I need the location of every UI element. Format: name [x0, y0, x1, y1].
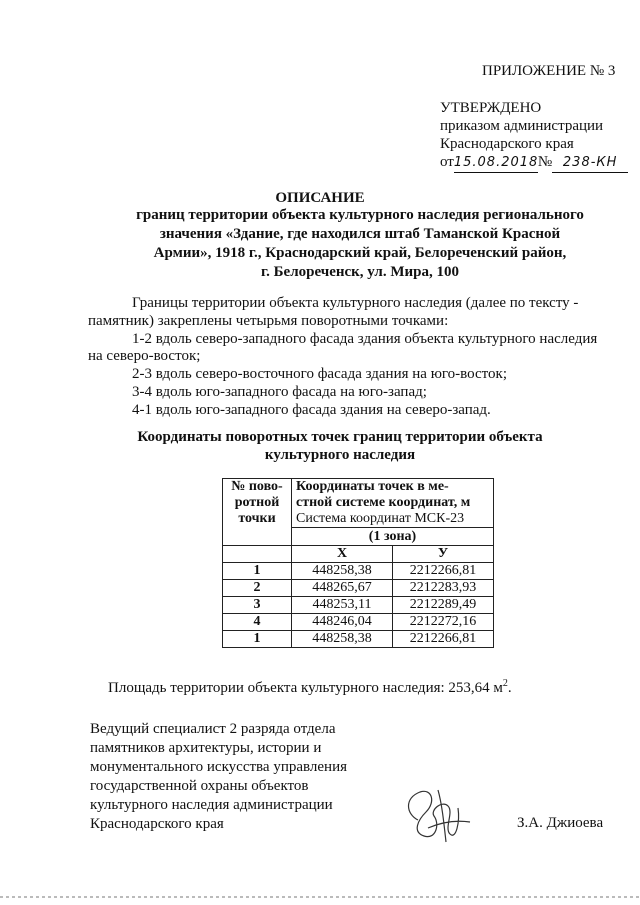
- signer-title-line: культурного наследия администрации: [90, 797, 333, 813]
- description-line: 3-4 вдоль юго-западного фасада на юго-запад;: [132, 383, 427, 400]
- x-value: 448258,38: [292, 563, 393, 580]
- subtitle-line: г. Белореченск, ул. Мира, 100: [261, 264, 459, 280]
- empty-cell: [223, 546, 292, 563]
- y-value: 2212266,81: [393, 563, 494, 580]
- table-xy-row: [223, 546, 494, 563]
- y-header: У: [393, 546, 494, 563]
- coordinates-title: [130, 428, 550, 464]
- coordinates-title-line: Координаты поворотных точек границ территории объекта: [137, 429, 543, 445]
- coordinates-table: [222, 478, 494, 648]
- header-text: стной системе координат, м: [296, 495, 471, 510]
- subtitle-line: Армии», 1918 г., Краснодарский край, Белореченский район,: [153, 245, 567, 261]
- y-value: 2212289,49: [393, 597, 494, 614]
- signer-title-line: государственной охраны объектов: [90, 778, 309, 794]
- handwritten-signature: [398, 784, 478, 846]
- order-date-line: [440, 153, 630, 171]
- header-text: ротной: [234, 495, 280, 510]
- header-text: Координаты точек в ме-: [296, 479, 449, 494]
- subtitle-line: значения «Здание, где находился штаб Таманской Красной: [159, 226, 561, 242]
- approved-label: УТВЕРЖДЕНО: [440, 100, 542, 116]
- header-text: № пово-: [231, 479, 283, 494]
- description-line: 1-2 вдоль северо-западного фасада здания объекта культурного наследия: [132, 330, 598, 347]
- document-subtitle: [110, 206, 610, 282]
- approval-block: [440, 99, 630, 171]
- description-line: 4-1 вдоль юго-западного фасада здания на северо-запад.: [132, 401, 491, 418]
- document-title: ОПИСАНИЕ: [275, 190, 365, 206]
- handwritten-number: 238-КН: [552, 154, 628, 173]
- description-line: памятник) закреплены четырьмя поворотными точками:: [88, 312, 449, 329]
- point-number: 4: [223, 614, 292, 631]
- header-text: Система координат МСК-23: [296, 511, 465, 526]
- area-end: .: [507, 680, 512, 696]
- x-value: 448265,67: [292, 580, 393, 597]
- y-value: 2212272,16: [393, 614, 494, 631]
- point-number: 1: [223, 631, 292, 648]
- table-row: [223, 614, 494, 631]
- table-header-row: [223, 479, 494, 528]
- description-line: Границы территории объекта культурного наследия (далее по тексту -: [132, 295, 579, 311]
- area-unit-exponent: 2: [502, 678, 508, 689]
- table-row: [223, 597, 494, 614]
- coordinates-header: [292, 479, 494, 528]
- signer-name: З.А. Джиоева: [517, 815, 604, 831]
- y-value: 2212266,81: [393, 631, 494, 648]
- y-value: 2212283,93: [393, 580, 494, 597]
- description-line: 2-3 вдоль северо-восточного фасада здания на юго-восток;: [132, 366, 507, 383]
- order-line-2: Краснодарского края: [440, 136, 574, 152]
- description-line: на северо-восток;: [88, 348, 201, 365]
- order-line-1: приказом администрации: [440, 118, 604, 134]
- signer-title-line: монументального искусства управления: [90, 759, 347, 775]
- from-label: от: [440, 154, 454, 170]
- x-value: 448258,38: [292, 631, 393, 648]
- zone-label: (1 зона): [292, 528, 494, 546]
- point-number: 3: [223, 597, 292, 614]
- x-header: Х: [292, 546, 393, 563]
- area-text: Площадь территории объекта культурного наследия: 253,64 м: [108, 680, 503, 696]
- x-value: 448253,11: [292, 597, 393, 614]
- x-value: 448246,04: [292, 614, 393, 631]
- subtitle-line: границ территории объекта культурного наследия регионального: [136, 207, 584, 223]
- header-text: точки: [238, 511, 276, 526]
- signer-title-line: Ведущий специалист 2 разряда отдела: [90, 721, 336, 737]
- point-number: 1: [223, 563, 292, 580]
- scan-edge-line: [0, 896, 640, 898]
- table-row: [223, 580, 494, 597]
- signature-block: [90, 720, 390, 834]
- signer-title-line: Краснодарского края: [90, 816, 224, 832]
- table-row: [223, 563, 494, 580]
- number-label: №: [537, 154, 553, 170]
- boundary-description: [88, 295, 608, 420]
- signer-title-line: памятников архитектуры, истории и: [90, 740, 322, 756]
- appendix-label: ПРИЛОЖЕНИЕ № 3: [482, 63, 616, 79]
- point-number: 2: [223, 580, 292, 597]
- point-number-header: [223, 479, 292, 546]
- coordinates-title-line: культурного наследия: [264, 447, 416, 463]
- handwritten-date: 15.08.2018: [454, 154, 538, 173]
- table-row: [223, 631, 494, 648]
- area-statement: [108, 675, 512, 697]
